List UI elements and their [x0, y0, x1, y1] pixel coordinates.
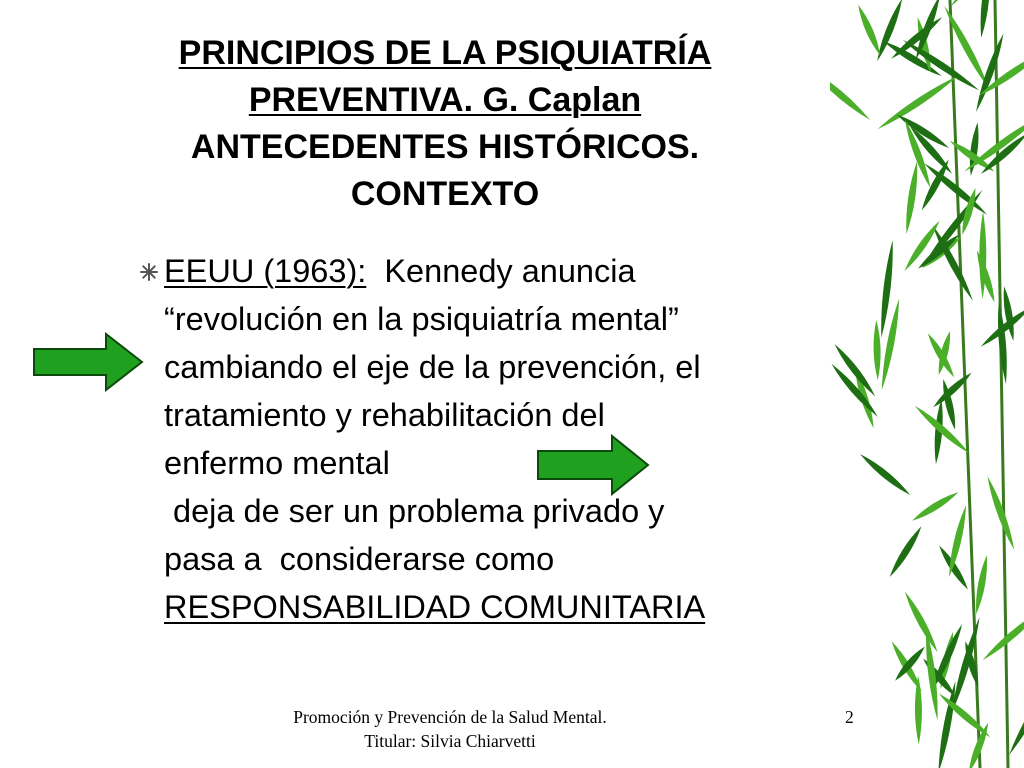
- bamboo-leaves-image: [830, 0, 1024, 768]
- body-line-6: deja de ser un problema privado y: [164, 493, 665, 529]
- body-line-7: pasa a considerarse como: [164, 541, 555, 577]
- body-line-1: [164, 247, 854, 295]
- title-line-1: PRINCIPIOS DE LA PSIQUIATRÍA: [178, 34, 712, 72]
- right-arrow-icon: [32, 332, 144, 392]
- lead-underlined-text: EEUU (1963):: [164, 253, 367, 289]
- lead-rest-text: Kennedy anuncia: [366, 253, 636, 289]
- title-line-4: CONTEXTO: [350, 175, 540, 213]
- body-line-4: tratamiento y rehabilitación del: [164, 397, 605, 433]
- body-line-3: cambiando el eje de la prevención, el: [164, 349, 701, 385]
- footer-teacher: Titular: Silvia Chiarvetti: [364, 731, 536, 751]
- slide-body: [164, 247, 854, 631]
- right-arrow-icon: [536, 434, 650, 496]
- body-line-2: “revolución en la psiquiatría mental”: [164, 301, 679, 337]
- footer-course: Promoción y Prevención de la Salud Mental.: [293, 707, 607, 727]
- page-number: 2: [845, 707, 854, 727]
- title-line-2: PREVENTIVA. G. Caplan: [248, 81, 642, 119]
- body-line-5: enfermo mental: [164, 445, 390, 481]
- slide-footer: [215, 705, 685, 753]
- emphasis-text: RESPONSABILIDAD COMUNITARIA: [164, 589, 706, 625]
- asterisk-bullet-icon: [139, 262, 159, 282]
- title-line-3: ANTECEDENTES HISTÓRICOS.: [190, 128, 700, 166]
- slide-title: [60, 30, 830, 218]
